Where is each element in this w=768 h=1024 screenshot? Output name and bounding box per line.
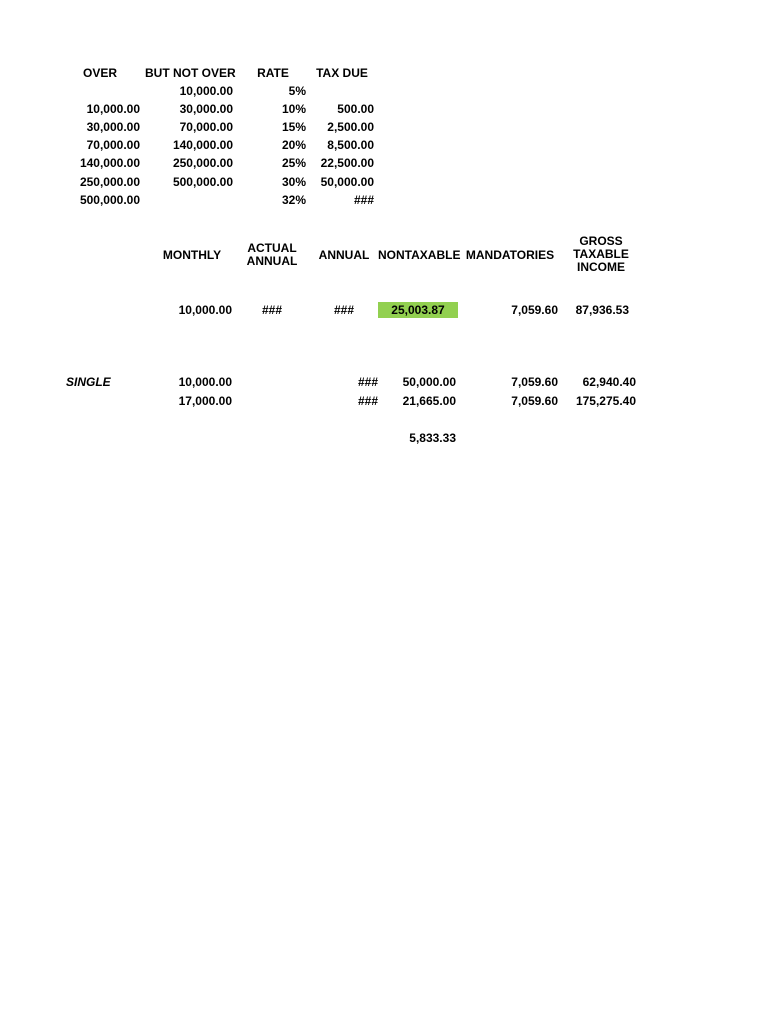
mandatories-value: 7,059.60 [511,303,558,317]
bracket-but-not-over: 250,000.00 [172,156,233,170]
bracket-but-not-over: 10,000.00 [179,84,233,98]
actual-annual-value: ### [261,303,283,317]
header-rate: RATE [257,66,289,80]
annual-value: ### [357,375,378,389]
bracket-over: 10,000.00 [86,102,140,116]
bracket-rate: 25% [281,156,306,170]
header-tax-due: TAX DUE [316,66,368,80]
bracket-over: 250,000.00 [79,175,140,189]
bracket-but-not-over: 140,000.00 [172,138,233,152]
bracket-tax-due: 8,500.00 [327,138,374,152]
header-actual-annual [240,242,304,268]
bracket-rate: 20% [281,138,306,152]
nontaxable-value: 50,000.00 [402,375,456,389]
header-gross-line2: TAXABLE [573,247,629,261]
bracket-but-not-over: 70,000.00 [179,120,233,134]
header-actual-annual-line1: ACTUAL [247,241,297,255]
bracket-rate: 32% [281,193,306,207]
single-label: SINGLE [66,375,111,389]
header-nontaxable: NONTAXABLE [378,248,461,262]
bracket-rate: 30% [281,175,306,189]
header-gross-taxable-income [566,235,636,274]
extra-value: 5,833.33 [409,431,456,445]
bracket-over: 70,000.00 [86,138,140,152]
header-gross-line3: INCOME [577,260,625,274]
nontaxable-value: 21,665.00 [402,394,456,408]
bracket-over: 140,000.00 [79,156,140,170]
header-monthly: MONTHLY [162,248,222,262]
monthly-value: 17,000.00 [178,394,232,408]
header-over: OVER [82,66,117,80]
nontaxable-value-highlighted[interactable]: 25,003.87 [378,302,458,318]
bracket-rate: 5% [288,84,306,98]
monthly-value: 10,000.00 [178,375,232,389]
bracket-rate: 10% [281,102,306,116]
header-actual-annual-line2: ANNUAL [246,254,298,268]
gross-taxable-income-value: 175,275.40 [575,394,636,408]
bracket-over: 500,000.00 [79,193,140,207]
monthly-value: 10,000.00 [178,303,232,317]
header-gross-line1: GROSS [579,234,623,248]
bracket-but-not-over: 30,000.00 [179,102,233,116]
gross-taxable-income-value: 87,936.53 [575,303,629,317]
bracket-tax-due: 50,000.00 [320,175,374,189]
bracket-rate: 15% [281,120,306,134]
bracket-tax-due: ### [353,193,374,207]
mandatories-value: 7,059.60 [511,394,558,408]
annual-value: ### [333,303,355,317]
bracket-but-not-over: 500,000.00 [172,175,233,189]
header-but-not-over: BUT NOT OVER [145,66,236,80]
bracket-tax-due: 2,500.00 [327,120,374,134]
header-mandatories: MANDATORIES [465,248,555,262]
mandatories-value: 7,059.60 [511,375,558,389]
annual-value: ### [357,394,378,408]
bracket-tax-due: 500.00 [337,102,374,116]
bracket-over: 30,000.00 [86,120,140,134]
bracket-tax-due: 22,500.00 [320,156,374,170]
gross-taxable-income-value: 62,940.40 [582,375,636,389]
header-annual: ANNUAL [318,248,370,262]
